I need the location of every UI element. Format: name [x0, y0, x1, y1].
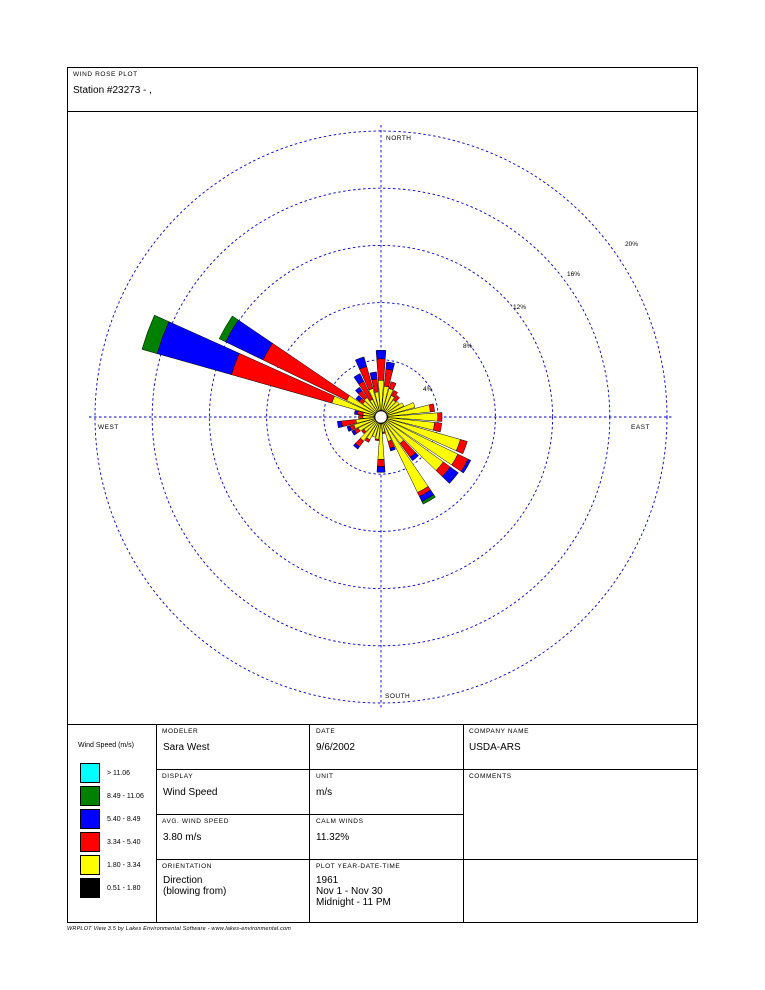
legend-swatch-2 [80, 809, 100, 829]
legend-label-1: 8.49 - 11.06 [107, 793, 144, 800]
calm-winds-label: CALM WINDS [316, 818, 364, 825]
row-divider-2 [156, 814, 464, 815]
date-label: DATE [316, 728, 336, 735]
modeler-value: Sara West [163, 742, 210, 753]
legend-swatch-4 [80, 855, 100, 875]
ring-label-1: 4% [423, 386, 433, 393]
ring-label-4: 16% [567, 271, 581, 278]
col-divider-2 [463, 724, 464, 923]
plot-time-value: 1961 Nov 1 - Nov 30 Midnight - 11 PM [316, 875, 391, 908]
unit-value: m/s [316, 787, 333, 798]
ring-label-2: 8% [463, 343, 473, 350]
comments-label: COMMENTS [469, 773, 512, 780]
legend-swatch-1 [80, 786, 100, 806]
company-label: COMPANY NAME [469, 728, 530, 735]
ring-label-3: 12% [513, 304, 527, 311]
compass-south: SOUTH [385, 693, 411, 700]
legend-label-3: 3.34 - 5.40 [107, 839, 141, 846]
header-label: WIND ROSE PLOT [73, 71, 138, 78]
unit-label: UNIT [316, 773, 334, 780]
legend-divider [156, 724, 157, 923]
header-divider [67, 111, 698, 112]
compass-east: EAST [631, 424, 650, 431]
legend-swatch-5 [80, 878, 100, 898]
legend-title: Wind Speed (m/s) [78, 742, 135, 749]
legend-swatch-3 [80, 832, 100, 852]
row-divider-1 [156, 769, 698, 770]
ring-label-5: 20% [625, 241, 639, 248]
compass-west: WEST [98, 424, 119, 431]
avg-speed-value: 3.80 m/s [163, 832, 202, 843]
display-label: DISPLAY [162, 773, 194, 780]
col-divider-1 [309, 724, 310, 923]
display-value: Wind Speed [163, 787, 218, 798]
legend-label-4: 1.80 - 3.34 [107, 862, 141, 869]
legend-swatch-0 [80, 763, 100, 783]
legend-label-2: 5.40 - 8.49 [107, 816, 141, 823]
station-title: Station #23273 - , [73, 85, 152, 96]
row-divider-3 [156, 859, 698, 860]
company-value: USDA-ARS [469, 742, 521, 753]
orientation-value: Direction (blowing from) [163, 875, 227, 897]
plot-frame [67, 67, 698, 923]
calm-winds-value: 11.32% [316, 832, 350, 843]
avg-speed-label: AVG. WIND SPEED [162, 818, 230, 825]
info-divider [67, 724, 698, 725]
orientation-label: ORIENTATION [162, 863, 213, 870]
legend-label-5: 0.51 - 1.80 [107, 885, 141, 892]
footer-credit: WRPLOT View 3.5 by Lakes Environmental Software - www.lakes-environmental.com [67, 926, 292, 932]
plot-time-label: PLOT YEAR-DATE-TIME [316, 863, 401, 870]
legend-label-0: > 11.06 [107, 770, 131, 777]
date-value: 9/6/2002 [316, 742, 355, 753]
compass-north: NORTH [386, 135, 412, 142]
modeler-label: MODELER [162, 728, 199, 735]
